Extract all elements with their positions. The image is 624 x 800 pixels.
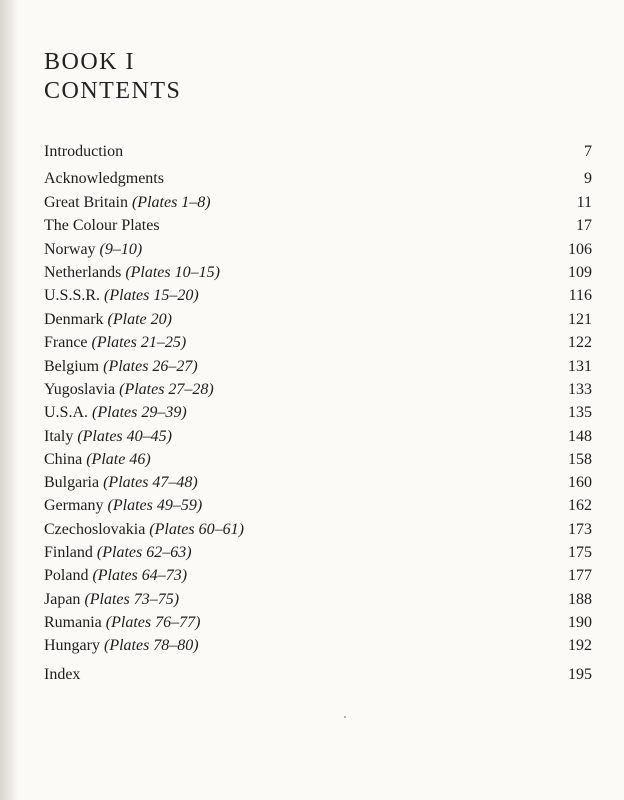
toc-entry (44, 168, 592, 190)
toc-entry-title: Japan (44, 591, 81, 608)
toc-entry (44, 192, 592, 214)
toc-entry-page-number: 7 (584, 143, 592, 160)
toc-entry-label (44, 285, 199, 307)
toc-entry (44, 332, 592, 354)
toc-entry (44, 542, 592, 564)
toc-entry-plates: (Plates 1–8) (131, 194, 211, 211)
toc-entry-label (44, 168, 164, 190)
toc-entry-plates: (Plates 76–77) (105, 614, 201, 631)
toc-entry-page-number: 173 (568, 521, 592, 538)
toc-entry-label (44, 664, 80, 686)
toc-entry-page-number: 11 (576, 194, 592, 211)
toc-entry-page-number: 175 (568, 544, 592, 561)
toc-entry-label (44, 309, 172, 331)
toc-entry-plates: (Plates 60–61) (149, 521, 244, 538)
toc-entry-title: Finland (44, 544, 93, 561)
toc-entry-plates: (Plates 26–27) (103, 358, 198, 375)
toc-entry-page-number: 106 (568, 241, 592, 258)
page-heading (44, 48, 181, 106)
toc-entry (44, 565, 592, 587)
toc-entry-label (44, 332, 186, 354)
toc-entry-label (44, 426, 172, 448)
toc-entry (44, 262, 592, 284)
toc-entry-title: Poland (44, 567, 89, 584)
paper-speck (344, 716, 346, 718)
toc-entry-label (44, 192, 211, 214)
toc-entry (44, 495, 592, 517)
page-spine-shadow (0, 0, 18, 800)
toc-entry-page-number: 160 (568, 474, 592, 491)
toc-entry-page-number: 188 (568, 591, 592, 608)
toc-entry-page-number: 121 (568, 311, 592, 328)
toc-entry (44, 309, 592, 331)
toc-entry-title: Netherlands (44, 264, 122, 281)
toc-entry-title: Belgium (44, 358, 100, 375)
toc-entry-title: Index (44, 666, 81, 683)
toc-entry-label (44, 565, 187, 587)
toc-entry-label (44, 635, 199, 657)
toc-entry-page-number: 131 (568, 358, 592, 375)
toc-entry-label (44, 141, 123, 163)
toc-entry (44, 426, 592, 448)
toc-entry-title: Bulgaria (44, 474, 100, 491)
toc-entry-title: Hungary (44, 637, 100, 654)
toc-entry-label (44, 589, 179, 611)
toc-entry-title: U.S.S.R. (44, 287, 101, 304)
toc-entry-plates: (Plates 78–80) (103, 637, 199, 654)
toc-entry-title: Great Britain (44, 194, 128, 211)
toc-entry-title: Yugoslavia (44, 381, 116, 398)
toc-entry-page-number: 9 (584, 170, 592, 187)
toc-entry-plates: (Plates 10–15) (125, 264, 220, 281)
toc-entry-label (44, 215, 160, 237)
toc-entry-label (44, 402, 187, 424)
toc-entry (44, 239, 592, 261)
toc-entry-page-number: 133 (568, 381, 592, 398)
toc-entry-title: Rumania (44, 614, 102, 631)
toc-entry (44, 215, 592, 237)
toc-entry-plates: (9–10) (99, 241, 143, 258)
toc-entry-label (44, 379, 214, 401)
toc-entry (44, 635, 592, 657)
toc-entry-page-number: 116 (568, 287, 592, 304)
toc-entry-label (44, 542, 192, 564)
toc-entry-plates: (Plates 47–48) (103, 474, 198, 491)
toc-entry-label (44, 356, 198, 378)
toc-entry-page-number: 17 (576, 217, 592, 234)
contents-title: CONTENTS (44, 78, 182, 104)
toc-entry (44, 519, 592, 541)
toc-entry-plates: (Plate 46) (86, 451, 151, 468)
toc-entry-page-number: 122 (568, 334, 592, 351)
toc-entry-title: France (44, 334, 88, 351)
toc-entry-page-number: 190 (568, 614, 592, 631)
toc-entry-page-number: 177 (568, 567, 592, 584)
toc-entry (44, 472, 592, 494)
toc-entry (44, 379, 592, 401)
toc-entry-title: Norway (44, 241, 96, 258)
toc-entry-plates: (Plates 15–20) (104, 287, 199, 304)
toc-entry-page-number: 148 (568, 428, 592, 445)
toc-entry-title: Czechoslovakia (44, 521, 146, 538)
toc-entry-plates: (Plates 29–39) (92, 404, 187, 421)
toc-entry-label (44, 472, 198, 494)
toc-entry-plates: (Plate 20) (107, 311, 172, 328)
toc-entry-title: The Colour Plates (44, 217, 160, 234)
toc-entry-title: U.S.A. (44, 404, 89, 421)
toc-entry-title: Denmark (44, 311, 104, 328)
toc-entry-page-number: 162 (568, 497, 592, 514)
toc-entry (44, 589, 592, 611)
toc-entry-plates: (Plates 49–59) (107, 497, 203, 514)
toc-entry (44, 612, 592, 634)
toc-entry-label (44, 262, 220, 284)
toc-entry-plates: (Plates 64–73) (92, 567, 188, 584)
toc-entry-page-number: 192 (568, 637, 592, 654)
toc-entry (44, 449, 592, 471)
toc-entry (44, 141, 592, 163)
toc-entry-label (44, 495, 202, 517)
toc-entry (44, 285, 592, 307)
toc-entry-page-number: 109 (568, 264, 592, 281)
toc-entry-plates: (Plates 73–75) (84, 591, 180, 608)
toc-entry-page-number: 158 (568, 451, 592, 468)
toc-entry-label (44, 612, 200, 634)
toc-entry-plates: (Plates 27–28) (119, 381, 214, 398)
toc-entry-plates: (Plates 40–45) (77, 428, 172, 445)
toc-entry-title: Introduction (44, 143, 124, 160)
toc-entry (44, 664, 592, 686)
toc-entry-page-number: 195 (568, 666, 592, 683)
toc-entry-label (44, 519, 244, 541)
toc-entry-label (44, 239, 142, 261)
toc-entry-label (44, 449, 151, 471)
toc-entry (44, 356, 592, 378)
toc-entry-title: China (44, 451, 83, 468)
toc-entry-title: Acknowledgments (44, 170, 164, 187)
toc-entry-title: Italy (44, 428, 74, 445)
book-title: BOOK I (44, 49, 135, 75)
toc-entry-title: Germany (44, 497, 104, 514)
toc-entry (44, 402, 592, 424)
toc-entry-plates: (Plates 62–63) (96, 544, 192, 561)
toc-entry-page-number: 135 (568, 404, 592, 421)
toc-entry-plates: (Plates 21–25) (91, 334, 187, 351)
